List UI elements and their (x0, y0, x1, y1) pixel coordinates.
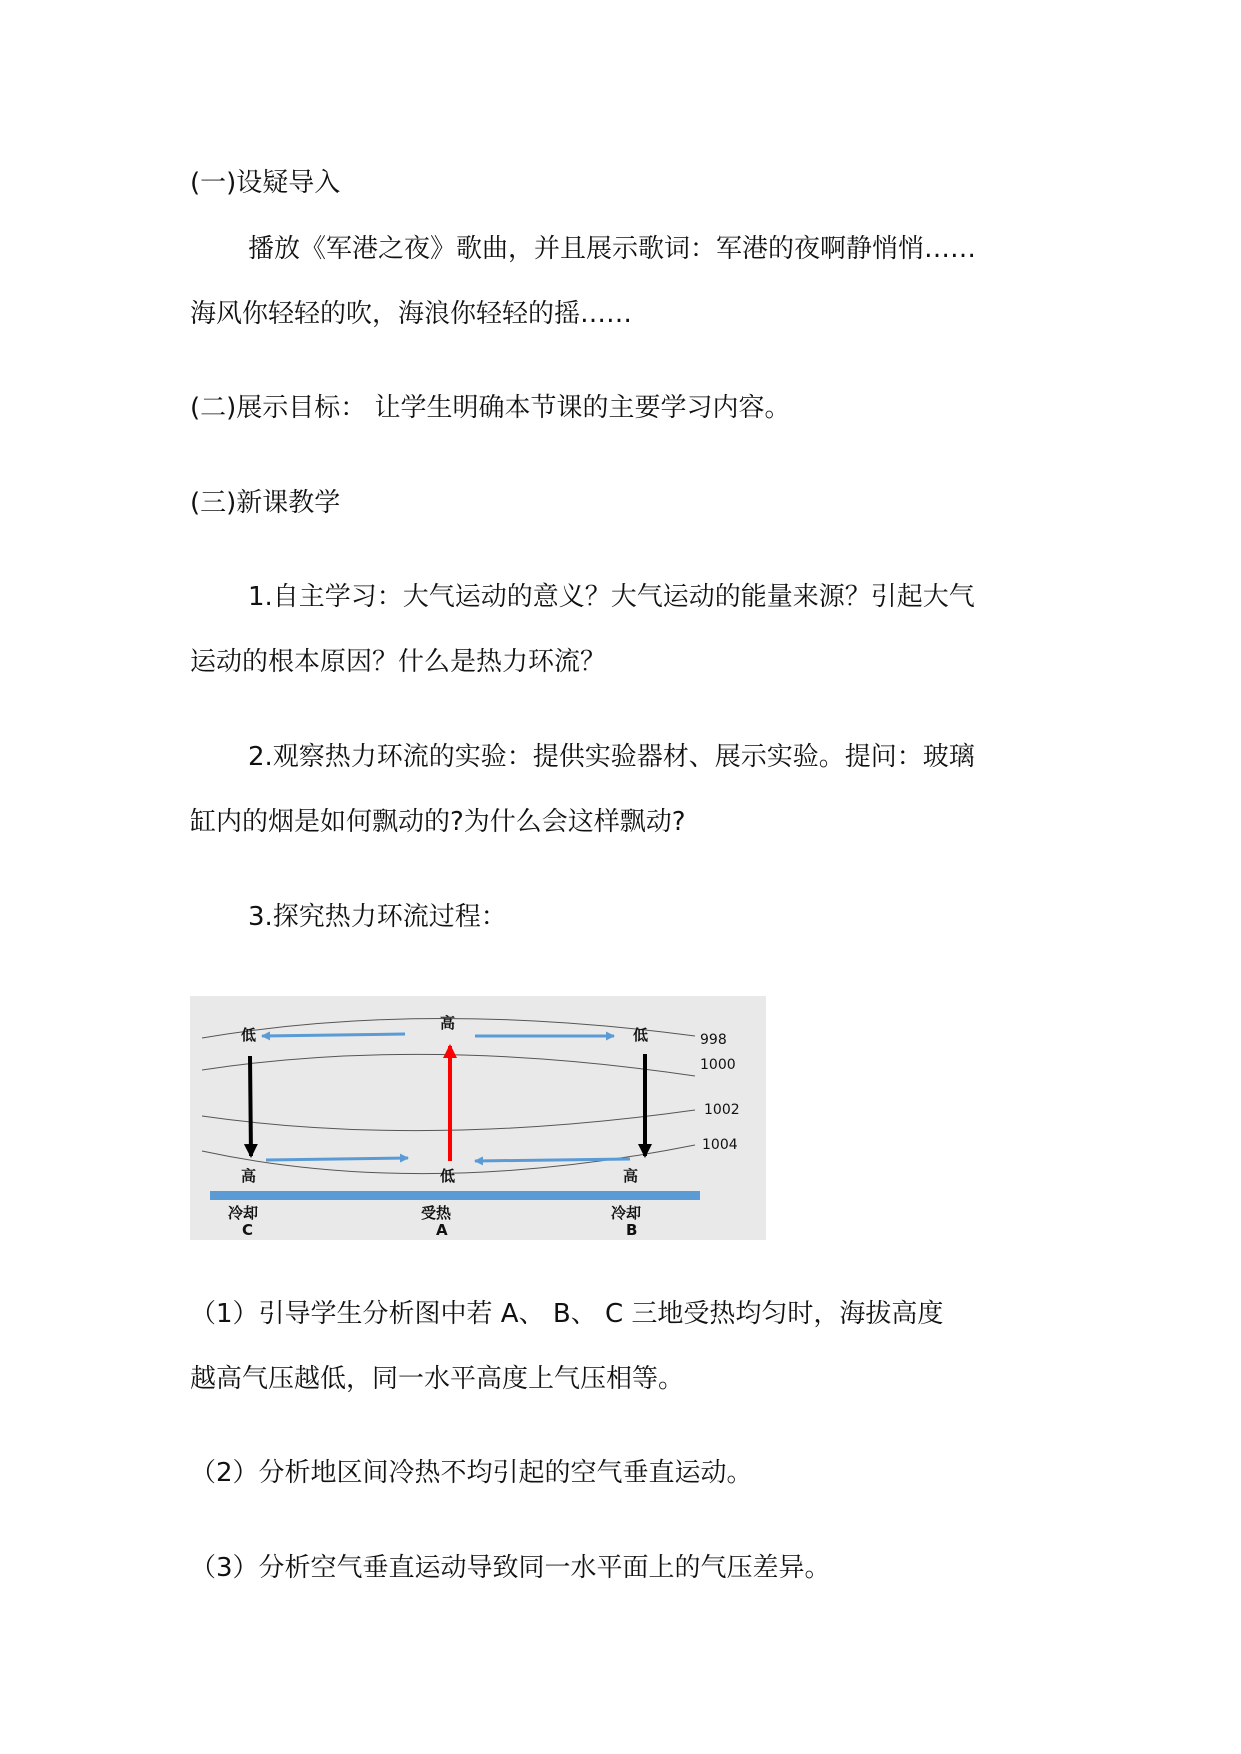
ground-label-heating-center: 受热 (421, 1204, 452, 1222)
question-2-line1: 2.观察热力环流的实验：提供实验器材、展示实验。提问：玻璃 (248, 742, 975, 772)
label-top-low-right: 低 (633, 1026, 649, 1044)
ground-label-cooling-right: 冷却 (611, 1204, 642, 1222)
isobar-label-998: 998 (700, 1032, 727, 1048)
section-title-intro: (一)设疑导入 (190, 168, 341, 198)
isobar-label-1004: 1004 (702, 1137, 738, 1153)
question-3-line1: 3.探究热力环流过程： (248, 902, 507, 932)
section-title-new-lesson: (三)新课教学 (190, 488, 341, 518)
paragraph-song-line2: 海风你轻轻的吹，海浪你轻轻的摇…… (190, 299, 633, 329)
label-bottom-high-right: 高 (623, 1167, 639, 1185)
section-title-goals: (二)展示目标： 让学生明确本节课的主要学习内容。 (190, 393, 791, 423)
paragraph-song-line1: 播放《军港之夜》歌曲，并且展示歌词：军港的夜啊静悄悄…… (248, 234, 977, 264)
arrow-bottom-left-to-center (266, 1158, 408, 1160)
ground-surface-bar (210, 1191, 700, 1200)
isobar-label-1000: 1000 (700, 1057, 736, 1073)
analysis-1-line1: （1）引导学生分析图中若 A、 B、 C 三地受热均匀时，海拔高度 (190, 1299, 944, 1329)
arrow-bottom-right-to-center (475, 1159, 630, 1161)
label-bottom-high-left: 高 (241, 1167, 257, 1185)
analysis-3-line1: （3）分析空气垂直运动导致同一水平面上的气压差异。 (190, 1553, 831, 1583)
label-top-high-center: 高 (440, 1014, 456, 1032)
question-1-line1: 1.自主学习：大气运动的意义？大气运动的能量来源？引起大气 (248, 582, 975, 612)
analysis-2-line1: （2）分析地区间冷热不均引起的空气垂直运动。 (190, 1458, 753, 1488)
ground-label-cooling-left: 冷却 (228, 1204, 259, 1222)
ground-point-a: A (436, 1221, 448, 1239)
thermal-circulation-diagram (190, 996, 766, 1240)
isobar-label-1002: 1002 (704, 1102, 740, 1118)
label-bottom-low-center: 低 (440, 1167, 456, 1185)
ground-point-b: B (626, 1221, 638, 1239)
question-2-line2: 缸内的烟是如何飘动的?为什么会这样飘动? (190, 807, 686, 837)
arrow-top-to-left (262, 1034, 405, 1036)
label-top-low-left: 低 (241, 1026, 257, 1044)
sinking-air-arrow-left (250, 1056, 251, 1156)
analysis-1-line2: 越高气压越低，同一水平高度上气压相等。 (190, 1364, 685, 1394)
ground-point-c: C (242, 1221, 254, 1239)
question-1-line2: 运动的根本原因？什么是热力环流？ (190, 647, 607, 677)
